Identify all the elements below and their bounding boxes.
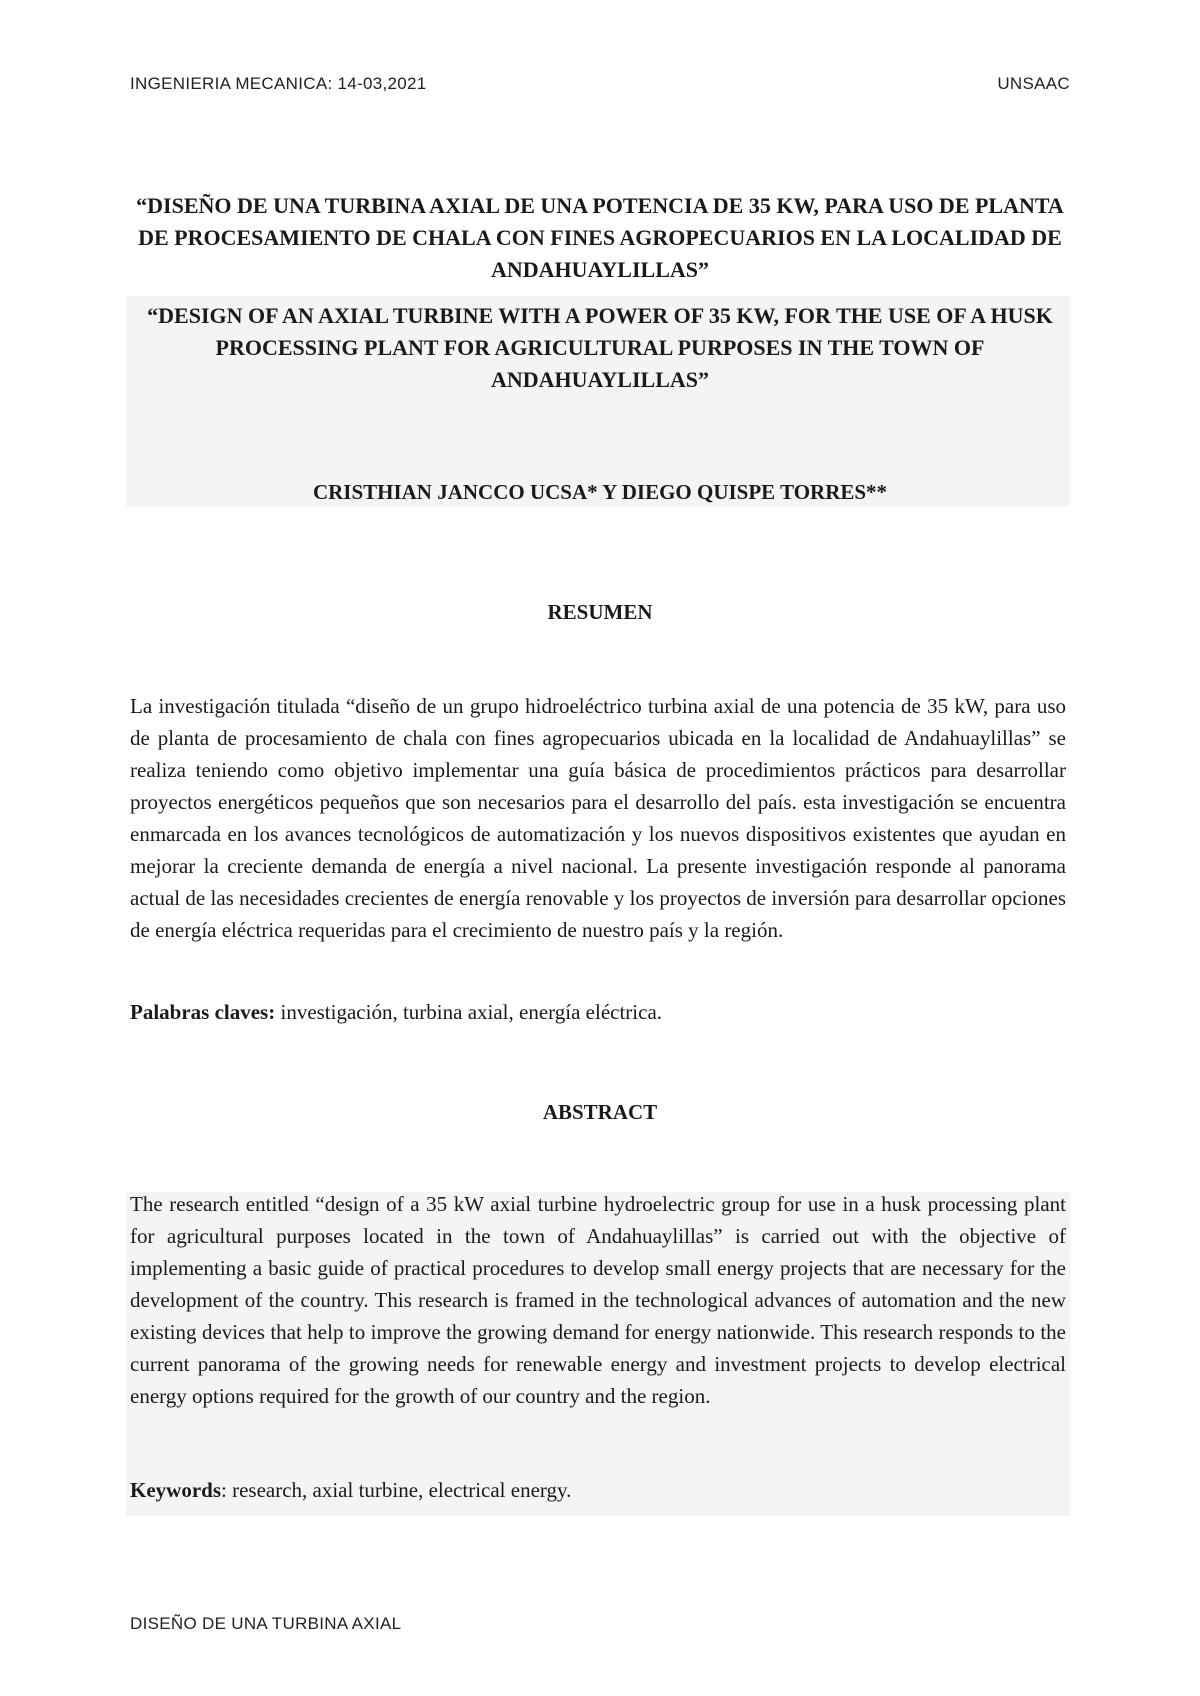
abstract-body: The research entitled “design of a 35 kW axial turbine hydroelectric group for use in a husk processing plant for agricultural purposes located in the town of Andahuaylillas” is carried out with the objective of implementing a basic guide of practical procedures to develop small energy projects that are necessary for the development of the country. This research is framed in the technological advances of automation and the new existing devices that help to improve the growing demand for energy nationwide. This research responds to the current panorama of the growing needs for renewable energy and investment projects to develop electrical energy options required for the growth of our country and the region. bbox=[130, 1192, 1066, 1408]
keywords bbox=[130, 1474, 1066, 1506]
authors: CRISTHIAN JANCCO UCSA* Y DIEGO QUISPE TORRES** bbox=[312, 480, 888, 504]
title-spanish: “DISEÑO DE UNA TURBINA AXIAL DE UNA POTENCIA DE 35 KW, PARA USO DE PLANTA DE PROCESAMIENTO DE CHALA CON FINES AGROPECUARIOS EN LA LOCALIDAD DE ANDAHUAYLILLAS” bbox=[136, 193, 1064, 282]
keywords-text: : research, axial turbine, electrical energy. bbox=[221, 1478, 572, 1502]
header-left: INGENIERIA MECANICA: 14-03,2021 bbox=[130, 74, 427, 93]
resumen-body: La investigación titulada “diseño de un grupo hidroeléctrico turbina axial de una potencia de 35 kW, para uso de planta de procesamiento de chala con fines agropecuarios ubicada en la localidad de Andahuaylillas” se realiza teniendo como objetivo implementar una guía básica de procedimientos prácticos para desarrollar proyectos energéticos pequeños que son necesarios para el desarrollo del país. esta investigación se encuentra enmarcada en los avances tecnológicos de automatización y los nuevos dispositivos existentes que ayudan en mejorar la creciente demanda de energía a nivel nacional. La presente investigación responde al panorama actual de las necesidades crecientes de energía renovable y los proyectos de inversión para desarrollar opciones de energía eléctrica requeridas para el crecimiento de nuestro país y la región. bbox=[130, 694, 1066, 942]
abstract-heading: ABSTRACT bbox=[542, 1100, 658, 1124]
title-english: “DESIGN OF AN AXIAL TURBINE WITH A POWER OF 35 KW, FOR THE USE OF A HUSK PROCESSING PLANT FOR AGRICULTURAL PURPOSES IN THE TOWN OF ANDAHUAYLILLAS” bbox=[147, 303, 1053, 392]
palabras-claves-label: Palabras claves: bbox=[130, 1000, 276, 1024]
palabras-claves bbox=[130, 996, 1066, 1028]
resumen-heading: RESUMEN bbox=[547, 600, 653, 624]
running-header bbox=[130, 74, 1070, 94]
header-right: UNSAAC bbox=[997, 74, 1070, 93]
palabras-claves-text: investigación, turbina axial, energía eléctrica. bbox=[275, 1000, 663, 1024]
keywords-label: Keywords bbox=[130, 1478, 221, 1502]
running-footer: DISEÑO DE UNA TURBINA AXIAL bbox=[130, 1614, 402, 1633]
